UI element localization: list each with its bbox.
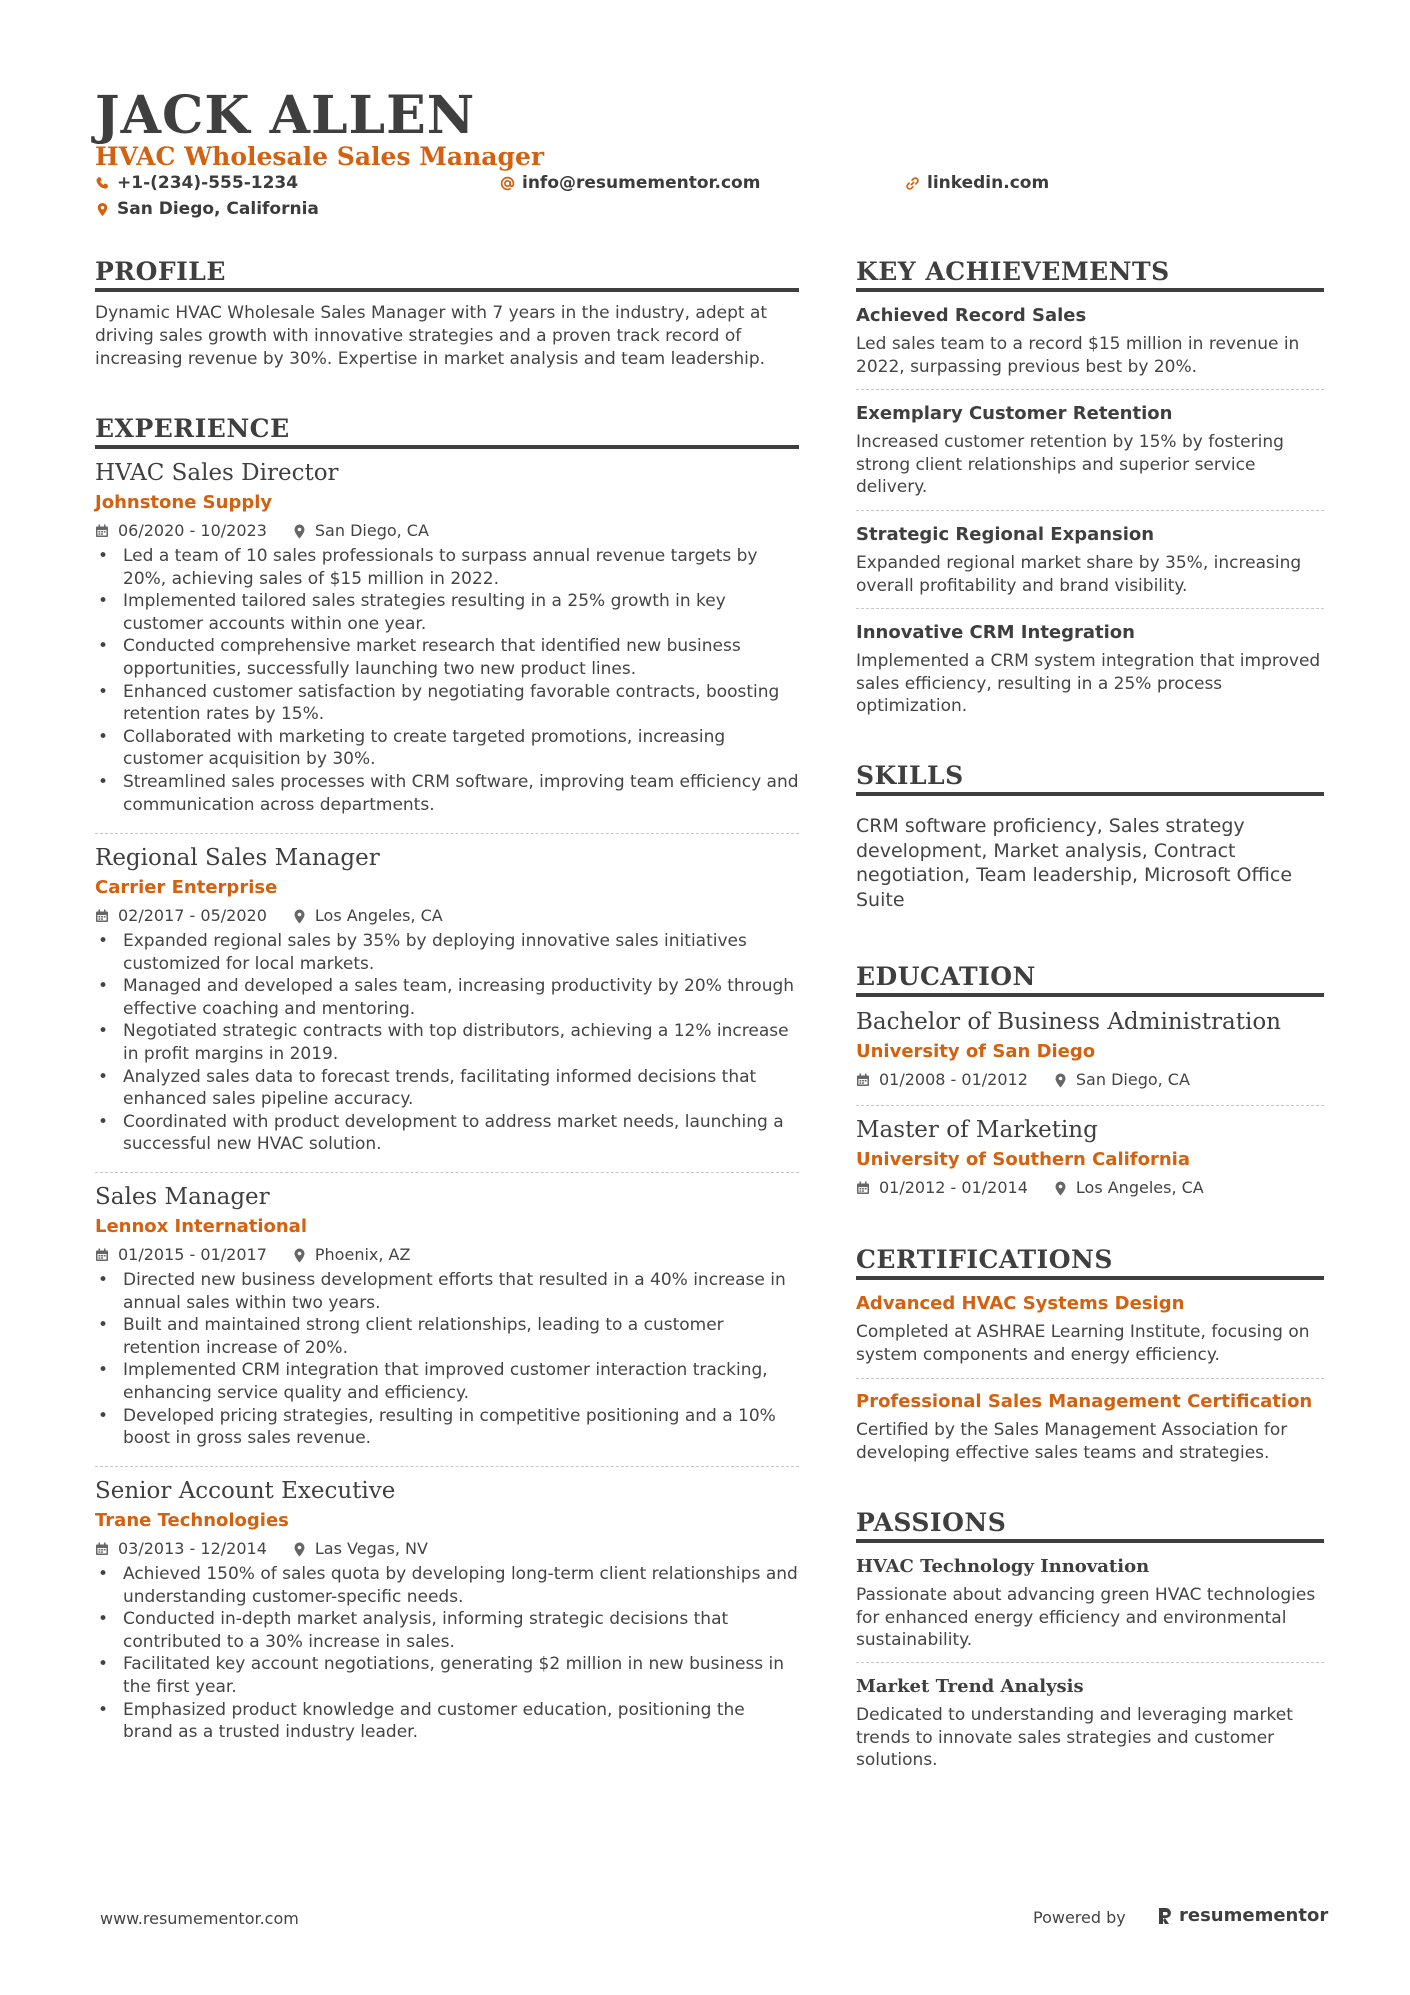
achievement-title: Achieved Record Sales (856, 305, 1087, 326)
job-location: Phoenix, AZ (314, 1245, 411, 1264)
achievement-title: Innovative CRM Integration (856, 622, 1135, 643)
divider (95, 833, 799, 834)
education-location: San Diego, CA (1075, 1070, 1190, 1089)
link-icon (905, 176, 920, 191)
certification-item (856, 1292, 1324, 1366)
job-location: Las Vegas, NV (314, 1539, 428, 1558)
job-bullet: • Managed and developed a sales team, increasing productivity by 20% through effective coaching and mentoring. (95, 975, 799, 1020)
education-meta (856, 1177, 1324, 1199)
job-meta (95, 1244, 799, 1266)
job-location-wrap (293, 520, 429, 542)
achievement-item (856, 621, 1324, 718)
job-bullets (95, 545, 799, 816)
job-dates: 06/2020 - 10/2023 (118, 521, 267, 540)
passion-text: Passionate about advancing green HVAC technologies for enhanced energy efficiency and environmental sustainability. (856, 1585, 1316, 1651)
certifications-heading: CERTIFICATIONS (856, 1245, 1113, 1274)
certification-text: Certified by the Sales Management Association for developing effective sales teams and strategies. (856, 1420, 1288, 1463)
job-bullet: • Conducted in-depth market analysis, informing strategic decisions that contributed to a 30% increase in sales. (95, 1608, 799, 1653)
education-dates: 01/2012 - 01/2014 (879, 1178, 1028, 1197)
job-location-wrap (293, 1538, 428, 1560)
skills-text: CRM software proficiency, Sales strategy development, Market analysis, Contract negotiation, Team leadership, Microsoft Office Suite (856, 815, 1293, 911)
company-name: Trane Technologies (95, 1510, 289, 1531)
job-bullet: • Developed pricing strategies, resulting in competitive positioning and a 10% boost in gross sales revenue. (95, 1405, 799, 1450)
profile-rule (95, 288, 799, 292)
job-title: Senior Account Executive (95, 1478, 396, 1504)
map-pin-icon (293, 1248, 306, 1263)
profile-heading: PROFILE (95, 257, 226, 286)
achievements-rule (856, 288, 1324, 292)
education-location-wrap (1054, 1177, 1204, 1199)
job-bullet: • Implemented CRM integration that improved customer interaction tracking, enhancing service quality and efficiency. (95, 1359, 799, 1404)
job-location-wrap (293, 1244, 411, 1266)
map-pin-icon (293, 524, 306, 539)
contact-email[interactable] (500, 172, 760, 194)
divider (856, 1378, 1324, 1379)
job-bullet: • Conducted comprehensive market research that identified new business opportunities, successfully launching two new product lines. (95, 635, 799, 680)
phone-text: +1-(234)-555-1234 (117, 173, 299, 193)
passion-item (856, 1675, 1324, 1772)
education-rule (856, 993, 1324, 997)
education-dates: 01/2008 - 01/2012 (879, 1070, 1028, 1089)
skills-heading: SKILLS (856, 761, 964, 790)
brand-logo[interactable] (1157, 1904, 1328, 1928)
passion-item (856, 1555, 1324, 1652)
achievements-heading: KEY ACHIEVEMENTS (856, 257, 1170, 286)
job-title: Regional Sales Manager (95, 845, 380, 871)
job-bullet: • Collaborated with marketing to create targeted promotions, increasing customer acquisition by 30%. (95, 726, 799, 771)
experience-rule (95, 445, 799, 449)
education-meta (856, 1069, 1324, 1091)
company-name: Carrier Enterprise (95, 877, 278, 898)
candidate-title: HVAC Wholesale Sales Manager (95, 142, 545, 171)
achievement-text: Expanded regional market share by 35%, increasing overall profitability and brand visibility. (856, 553, 1302, 596)
contact-phone (95, 172, 298, 194)
passion-title: Market Trend Analysis (856, 1676, 1084, 1697)
passions-rule (856, 1539, 1324, 1543)
candidate-name: JACK ALLEN (95, 85, 476, 146)
job-location: Los Angeles, CA (314, 906, 443, 925)
calendar-icon (856, 1181, 870, 1195)
achievement-item (856, 304, 1324, 378)
job-bullets (95, 930, 799, 1156)
certification-title: Professional Sales Management Certification (856, 1391, 1313, 1412)
map-pin-icon (1054, 1073, 1067, 1088)
job-entry (95, 1183, 799, 1450)
job-dates: 02/2017 - 05/2020 (118, 906, 267, 925)
phone-icon (95, 176, 110, 191)
job-bullet: • Emphasized product knowledge and customer education, positioning the brand as a trusted industry leader. (95, 1699, 799, 1744)
education-location: Los Angeles, CA (1075, 1178, 1204, 1197)
calendar-icon (95, 524, 109, 538)
job-meta (95, 905, 799, 927)
job-entry (95, 844, 799, 1156)
calendar-icon (95, 909, 109, 923)
job-bullet: • Built and maintained strong client relationships, leading to a customer retention increase of 20%. (95, 1314, 799, 1359)
at-icon (500, 176, 515, 191)
job-bullet: • Coordinated with product development to address market needs, launching a successful new HVAC solution. (95, 1111, 799, 1156)
job-bullet: • Negotiated strategic contracts with top distributors, achieving a 12% increase in profit margins in 2019. (95, 1020, 799, 1065)
passion-text: Dedicated to understanding and leveraging market trends to innovate sales strategies and customer solutions. (856, 1705, 1293, 1771)
job-entry (95, 459, 799, 816)
divider (856, 510, 1324, 511)
achievement-item (856, 402, 1324, 499)
divider (95, 1172, 799, 1173)
company-name: Johnstone Supply (95, 492, 273, 513)
job-bullet: • Enhanced customer satisfaction by negotiating favorable contracts, boosting retention rates by 15%. (95, 681, 799, 726)
achievement-text: Increased customer retention by 15% by fostering strong client relationships and superior service delivery. (856, 432, 1284, 498)
map-pin-icon (1054, 1181, 1067, 1196)
school-name: University of San Diego (856, 1041, 1096, 1062)
contact-location (95, 198, 319, 220)
job-bullets (95, 1563, 799, 1744)
calendar-icon (856, 1073, 870, 1087)
job-location-wrap (293, 905, 443, 927)
education-item (856, 1008, 1324, 1091)
job-bullet: • Implemented tailored sales strategies resulting in a 25% growth in key customer accounts within one year. (95, 590, 799, 635)
job-meta (95, 520, 799, 542)
achievement-title: Exemplary Customer Retention (856, 403, 1173, 424)
calendar-icon (95, 1248, 109, 1262)
certification-text: Completed at ASHRAE Learning Institute, focusing on system components and energy efficiency. (856, 1322, 1310, 1365)
job-bullet: • Analyzed sales data to forecast trends, facilitating informed decisions that enhanced sales pipeline accuracy. (95, 1066, 799, 1111)
company-name: Lennox International (95, 1216, 307, 1237)
certification-title: Advanced HVAC Systems Design (856, 1293, 1185, 1314)
job-bullet: • Expanded regional sales by 35% by deploying innovative sales initiatives customized for local markets. (95, 930, 799, 975)
passion-title: HVAC Technology Innovation (856, 1556, 1150, 1577)
divider (856, 389, 1324, 390)
job-title: HVAC Sales Director (95, 460, 339, 486)
degree-title: Master of Marketing (856, 1117, 1098, 1143)
degree-title: Bachelor of Business Administration (856, 1009, 1281, 1035)
divider (856, 1662, 1324, 1663)
footer-url[interactable]: www.resumementor.com (100, 1909, 299, 1928)
job-bullet: • Achieved 150% of sales quota by developing long-term client relationships and understanding customer-specific needs. (95, 1563, 799, 1608)
education-location-wrap (1054, 1069, 1190, 1091)
job-bullet: • Streamlined sales processes with CRM software, improving team efficiency and communication across departments. (95, 771, 799, 816)
resumementor-logo-icon (1157, 1906, 1173, 1926)
job-meta (95, 1538, 799, 1560)
contact-linkedin[interactable] (905, 172, 1049, 194)
powered-by-label: Powered by (1033, 1908, 1126, 1927)
achievement-text: Led sales team to a record $15 million in revenue in 2022, surpassing previous best by 20%. (856, 334, 1300, 377)
experience-heading: EXPERIENCE (95, 414, 290, 443)
job-bullet: • Led a team of 10 sales professionals to surpass annual revenue targets by 20%, achieving sales of $15 million in 2022. (95, 545, 799, 590)
job-location: San Diego, CA (314, 521, 429, 540)
achievement-item (856, 523, 1324, 597)
divider (856, 1105, 1324, 1106)
job-bullet: • Directed new business development efforts that resulted in a 40% increase in annual sales within two years. (95, 1269, 799, 1314)
job-dates: 03/2013 - 12/2014 (118, 1539, 267, 1558)
map-pin-icon (293, 1542, 306, 1557)
location-text: San Diego, California (117, 199, 319, 219)
calendar-icon (95, 1542, 109, 1556)
divider (856, 608, 1324, 609)
achievement-title: Strategic Regional Expansion (856, 524, 1155, 545)
school-name: University of Southern California (856, 1149, 1191, 1170)
brand-name: resumementor (1179, 1905, 1329, 1926)
profile-text: Dynamic HVAC Wholesale Sales Manager with 7 years in the industry, adept at driving sales growth with innovative strategies and a proven track record of increasing revenue by 30%. Expertise in market analysis and team leadership. (95, 303, 768, 369)
achievement-text: Implemented a CRM system integration that improved sales efficiency, resulting in a 25% process optimization. (856, 651, 1321, 717)
job-title: Sales Manager (95, 1184, 270, 1210)
linkedin-link[interactable]: linkedin.com (927, 173, 1050, 193)
certification-item (856, 1390, 1324, 1464)
job-bullet: • Facilitated key account negotiations, generating $2 million in new business in the first year. (95, 1653, 799, 1698)
map-pin-icon (95, 202, 110, 217)
job-dates: 01/2015 - 01/2017 (118, 1245, 267, 1264)
skills-rule (856, 792, 1324, 796)
map-pin-icon (293, 909, 306, 924)
email-link[interactable]: info@resumementor.com (522, 173, 761, 193)
job-entry (95, 1477, 799, 1744)
passions-heading: PASSIONS (856, 1508, 1007, 1537)
certifications-rule (856, 1276, 1324, 1280)
divider (95, 1466, 799, 1467)
education-item (856, 1116, 1324, 1199)
job-bullets (95, 1269, 799, 1450)
education-heading: EDUCATION (856, 962, 1036, 991)
